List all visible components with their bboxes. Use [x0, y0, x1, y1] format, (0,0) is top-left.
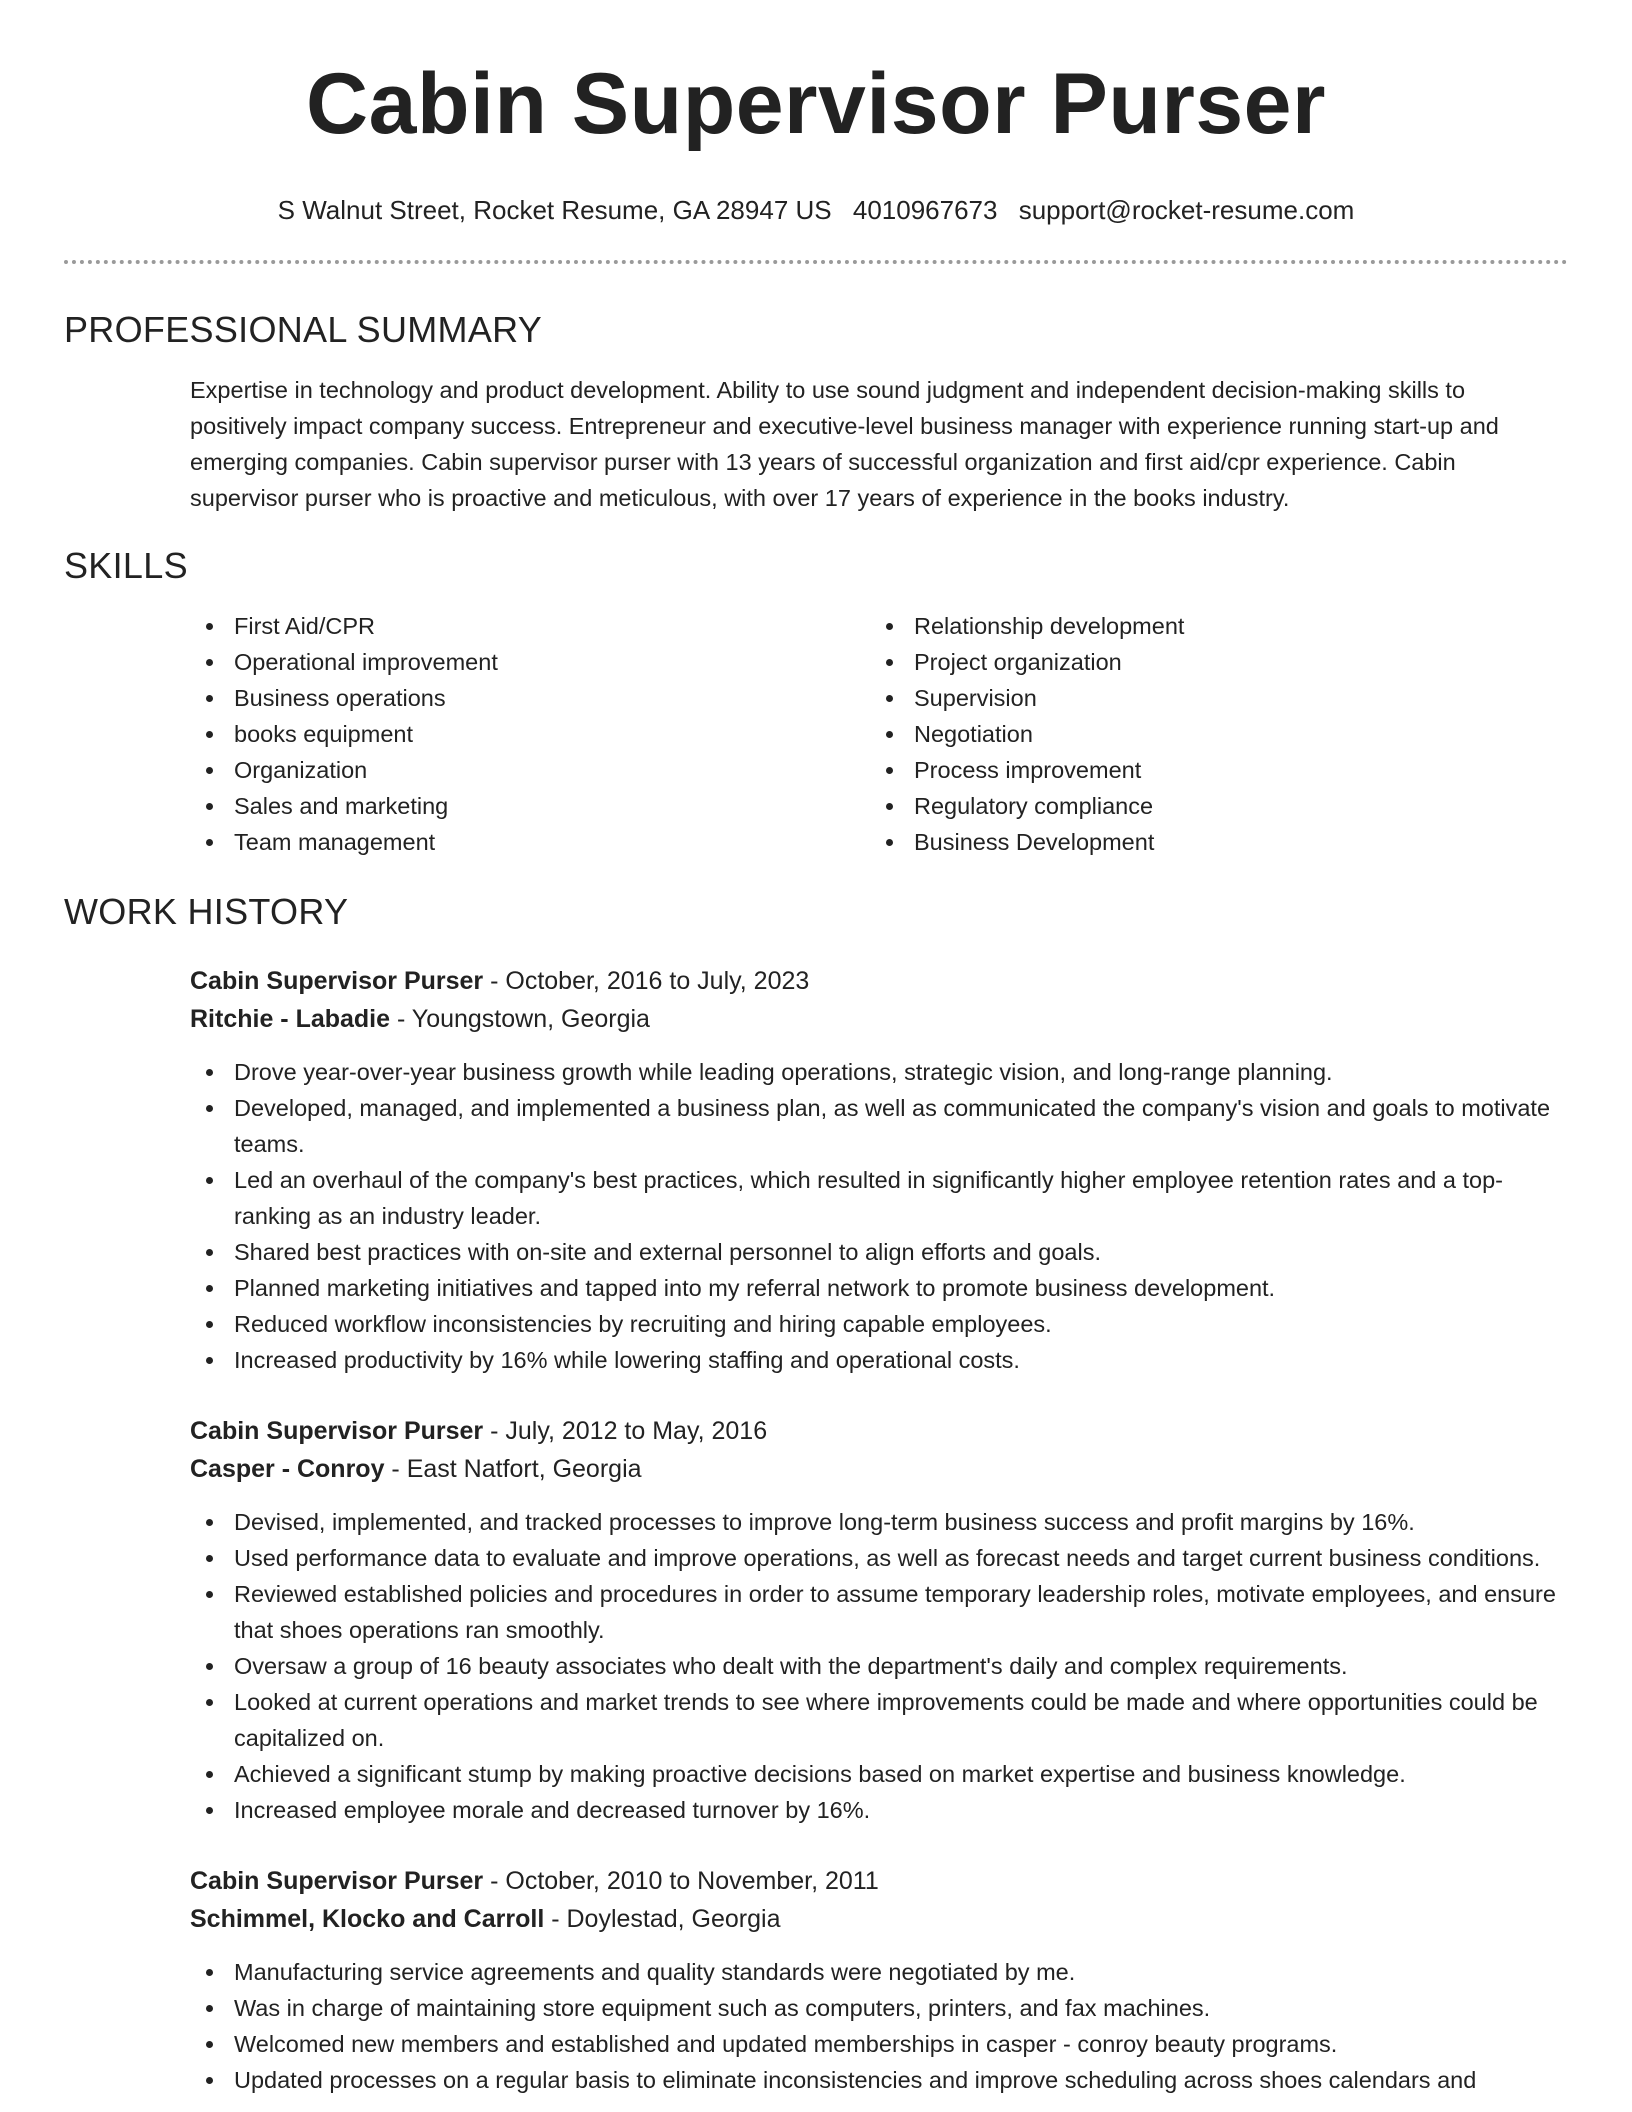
job-company: Schimmel, Klocko and Carroll [190, 1905, 545, 1933]
skill-item: Business operations [190, 680, 870, 716]
job-company-line [190, 1900, 1562, 1938]
skill-item: Regulatory compliance [870, 788, 1550, 824]
job-bullet: Increased productivity by 16% while lowering staffing and operational costs. [190, 1342, 1562, 1378]
job-bullet: Reviewed established policies and procedures in order to assume temporary leadership roles, motivate employees, and ensure that shoes operations ran smoothly. [190, 1576, 1562, 1648]
job-bullet: Drove year-over-year business growth while leading operations, strategic vision, and long-range planning. [190, 1054, 1562, 1090]
job-company-line [190, 1000, 1562, 1038]
resume-header [0, 0, 1632, 226]
job-bullet: Led an overhaul of the company's best practices, which resulted in significantly higher employee retention rates and a top-ranking as an industry leader. [190, 1162, 1562, 1234]
job-role: Cabin Supervisor Purser [190, 967, 484, 995]
skill-item: Organization [190, 752, 870, 788]
candidate-name: Cabin Supervisor Purser [306, 56, 1326, 152]
skill-item: Negotiation [870, 716, 1550, 752]
skill-item: Project organization [870, 644, 1550, 680]
job-company: Casper - Conroy [190, 1455, 385, 1483]
skill-item: Supervision [870, 680, 1550, 716]
contact-address: S Walnut Street, Rocket Resume, GA 28947 US [277, 195, 832, 225]
skill-item: Process improvement [870, 752, 1550, 788]
work-history-heading: WORK HISTORY [64, 891, 349, 932]
job-bullet: Oversaw a group of 16 beauty associates who dealt with the department's daily and complex requirements. [190, 1648, 1562, 1684]
job-bullet: Manufacturing service agreements and quality standards were negotiated by me. [190, 1954, 1562, 1990]
job-bullet: Increased employee morale and decreased turnover by 16%. [190, 1792, 1562, 1828]
job-role: Cabin Supervisor Purser [190, 1867, 484, 1895]
job-bullet: Planned marketing initiatives and tapped into my referral network to promote business development. [190, 1270, 1562, 1306]
job-location: - Doylestad, Georgia [544, 1905, 781, 1933]
job-bullet: Used performance data to evaluate and improve operations, as well as forecast needs and target current business conditions. [190, 1540, 1562, 1576]
summary-text: Expertise in technology and product development. Ability to use sound judgment and independent decision-making skills to positively impact company success. Entrepreneur and executive-level business manager with experience running start-up and emerging companies. Cabin supervisor purser with 13 years of successful organization and first aid/cpr experience. Cabin supervisor purser who is proactive and meticulous, with over 17 years of experience in the books industry. [190, 377, 1499, 511]
job-bullet: Looked at current operations and market trends to see where improvements could be made and where opportunities could be capitalized on. [190, 1684, 1562, 1756]
summary-heading: PROFESSIONAL SUMMARY [64, 309, 543, 350]
job-title-line [190, 1412, 1562, 1450]
job-bullets [190, 1504, 1562, 1828]
job-bullet: Updated processes on a regular basis to eliminate inconsistencies and improve scheduling across shoes calendars and [190, 2062, 1562, 2098]
job-bullet: Shared best practices with on-site and external personnel to align efforts and goals. [190, 1234, 1562, 1270]
skill-item: First Aid/CPR [190, 608, 870, 644]
skill-item: Team management [190, 824, 870, 860]
contact-line [0, 194, 1632, 226]
job-location: - Youngstown, Georgia [390, 1005, 650, 1033]
job-dates: - October, 2010 to November, 2011 [483, 1867, 879, 1895]
contact-phone: 4010967673 [852, 195, 998, 225]
skills-grid [0, 608, 1632, 860]
job-bullet: Was in charge of maintaining store equipment such as computers, printers, and fax machines. [190, 1990, 1562, 2026]
job-bullets [190, 1954, 1562, 2098]
contact-email: support@rocket-resume.com [1018, 195, 1355, 225]
job-location: - East Natfort, Georgia [384, 1455, 642, 1483]
skill-item: Business Development [870, 824, 1550, 860]
job-entry [0, 1862, 1632, 2098]
job-dates: - July, 2012 to May, 2016 [483, 1417, 768, 1445]
job-entry [0, 962, 1632, 1378]
job-title-line [190, 1862, 1562, 1900]
skills-heading: SKILLS [64, 545, 188, 586]
skill-item: books equipment [190, 716, 870, 752]
skill-item: Sales and marketing [190, 788, 870, 824]
job-bullet: Welcomed new members and established and updated memberships in casper - conroy beauty programs. [190, 2026, 1562, 2062]
skill-item: Operational improvement [190, 644, 870, 680]
job-bullet: Developed, managed, and implemented a business plan, as well as communicated the company's vision and goals to motivate teams. [190, 1090, 1562, 1162]
skills-column-right [870, 608, 1550, 860]
job-title-line [190, 962, 1562, 1000]
job-company-line [190, 1450, 1562, 1488]
job-bullet: Devised, implemented, and tracked processes to improve long-term business success and profit margins by 16%. [190, 1504, 1562, 1540]
job-entry [0, 1412, 1632, 1828]
skill-item: Relationship development [870, 608, 1550, 644]
job-bullet: Achieved a significant stump by making proactive decisions based on market expertise and business knowledge. [190, 1756, 1562, 1792]
job-role: Cabin Supervisor Purser [190, 1417, 484, 1445]
skills-column-left [190, 608, 870, 860]
job-bullets [190, 1054, 1562, 1378]
job-company: Ritchie - Labadie [190, 1005, 391, 1033]
job-bullet: Reduced workflow inconsistencies by recruiting and hiring capable employees. [190, 1306, 1562, 1342]
header-divider [64, 260, 1568, 264]
job-dates: - October, 2016 to July, 2023 [483, 967, 810, 995]
